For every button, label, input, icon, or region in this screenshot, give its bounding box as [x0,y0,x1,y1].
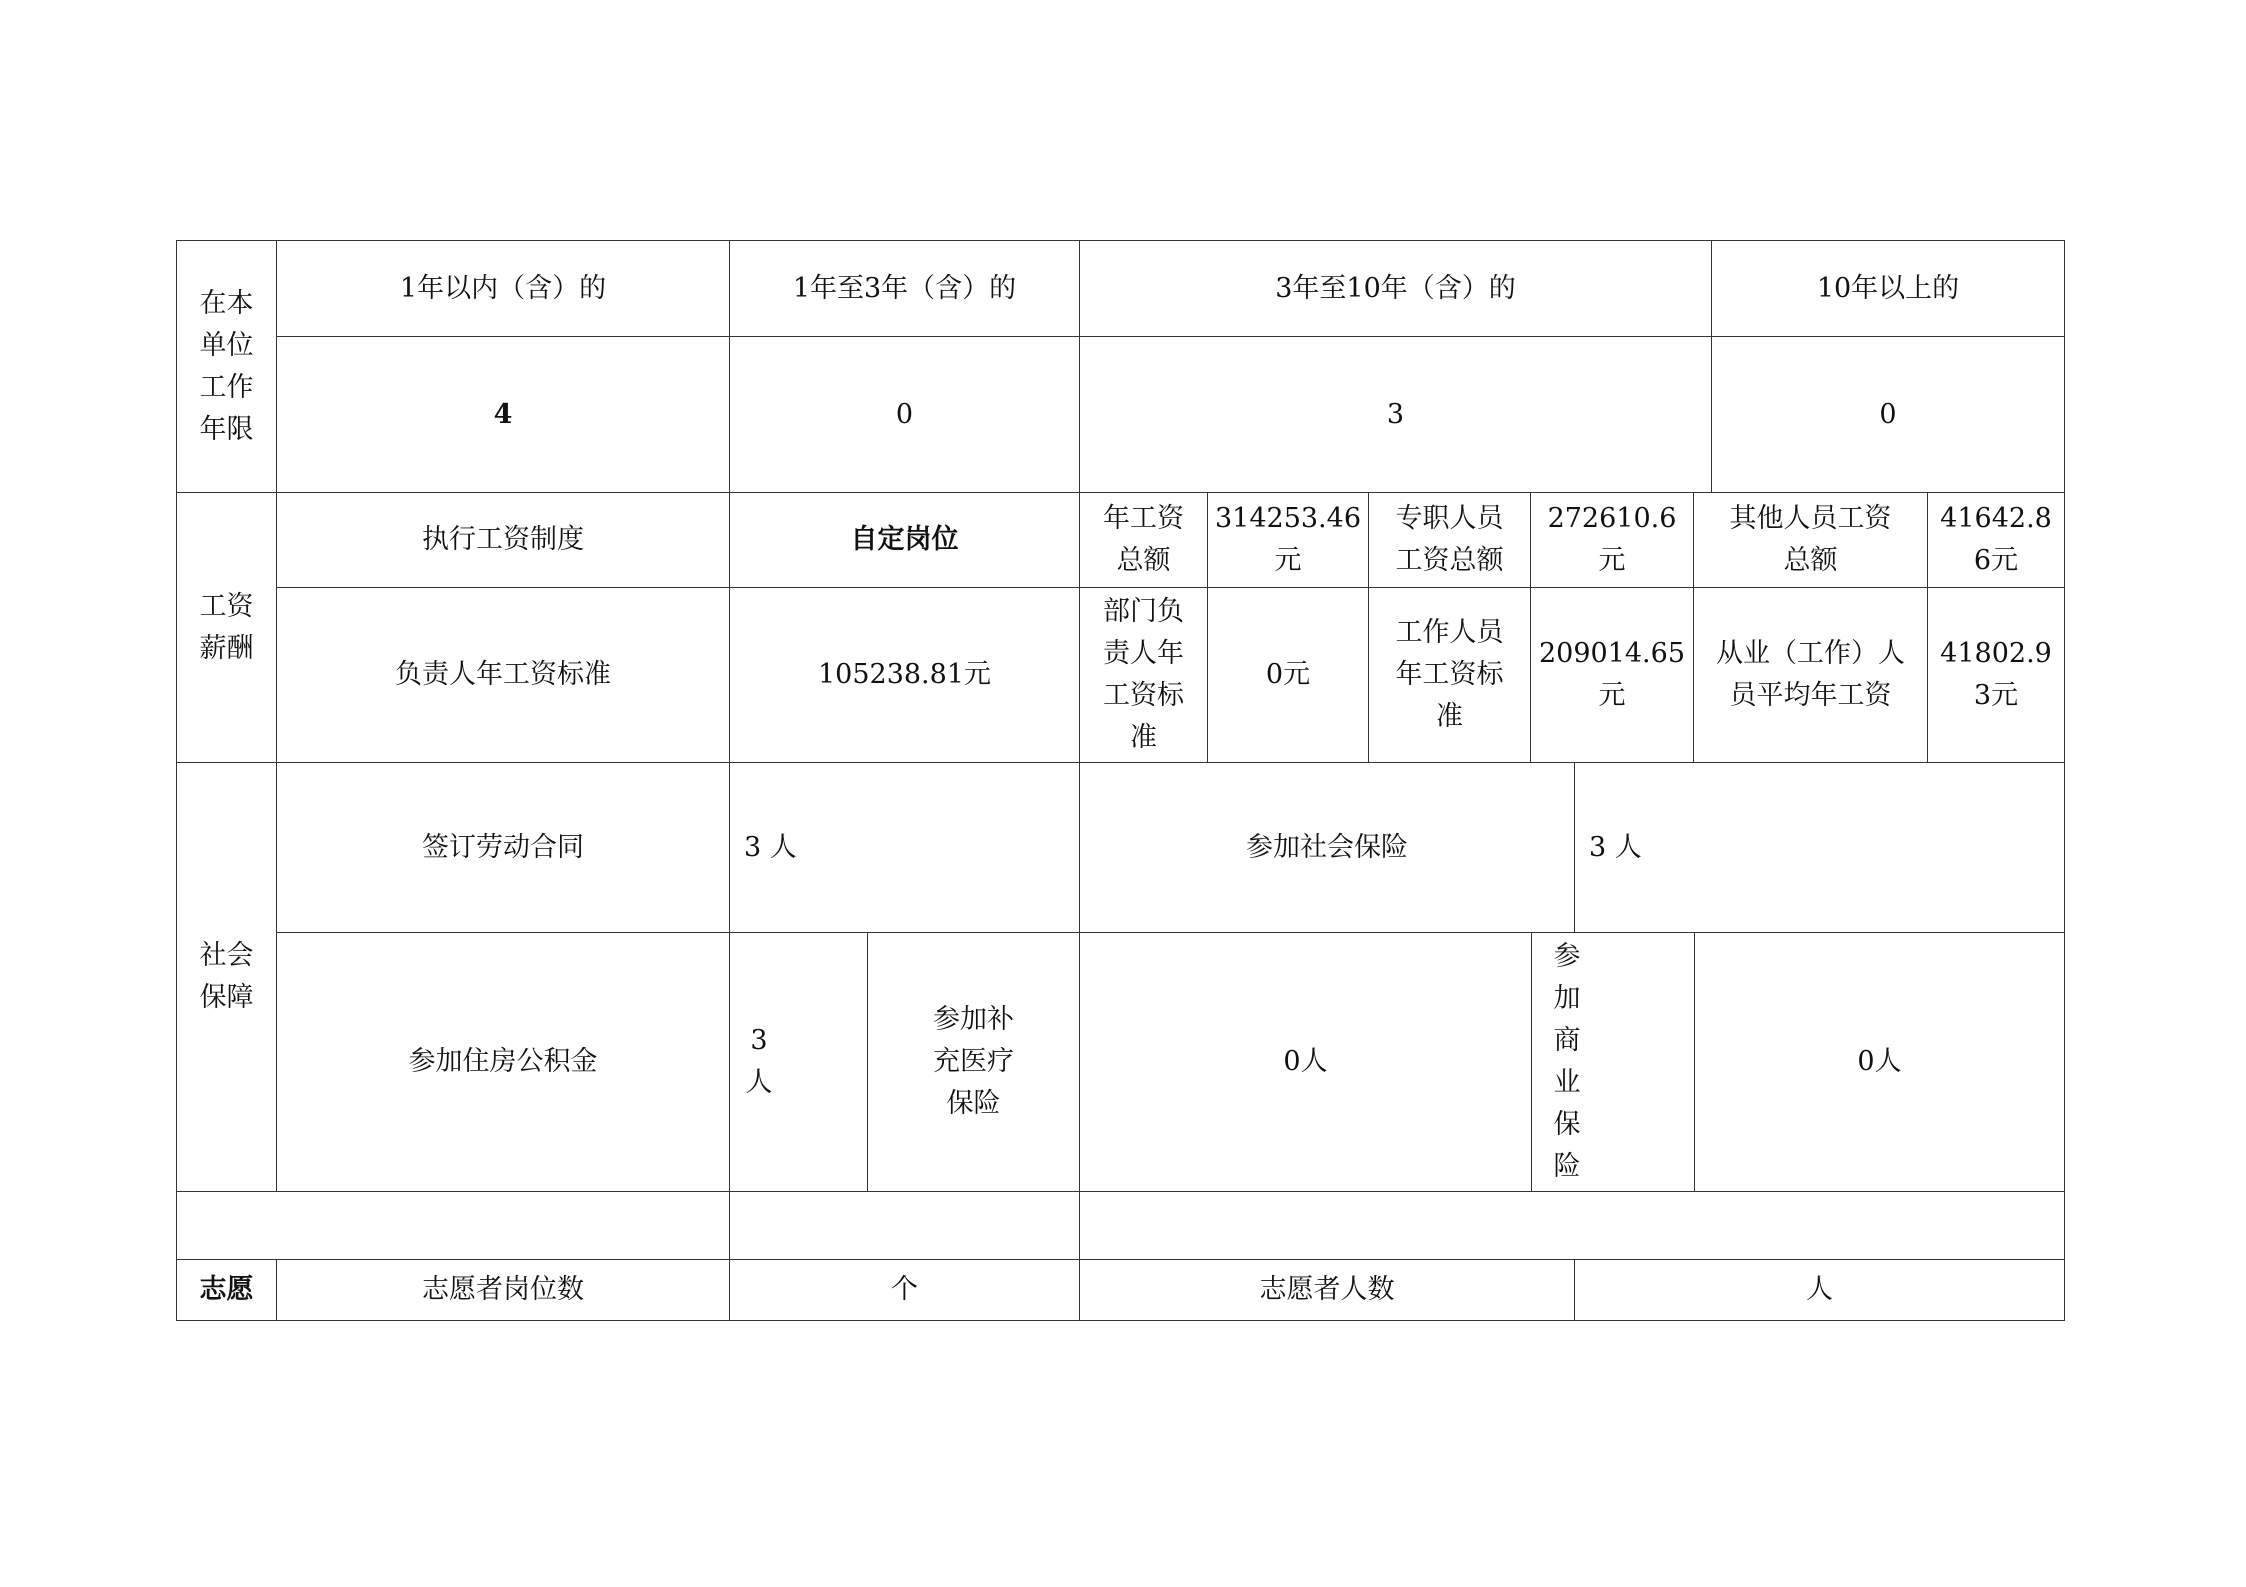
head-standard-value: 105238.81元 [729,587,1080,763]
social-insurance-value: 3 人 [1574,762,2065,933]
head-standard-label: 负责人年工资标准 [276,587,730,763]
volunteer-people-label: 志愿者人数 [1079,1259,1575,1321]
fulltime-total-label: 专职人员工资总额 [1368,492,1531,588]
avg-salary-label: 从业（工作）人员平均年工资 [1693,587,1928,763]
wage-system-value: 自定岗位 [729,492,1080,588]
social-insurance-label: 参加社会保险 [1079,762,1575,933]
housing-fund-value: 3人 [729,932,868,1192]
tenure-header-3: 3年至10年（含）的 [1079,240,1712,337]
supp-medical-label: 参加补充医疗保险 [867,932,1080,1192]
social-section-label: 社会保障 [176,762,277,1192]
housing-fund-label: 参加住房公积金 [276,932,730,1192]
total-annual-label: 年工资总额 [1079,492,1208,588]
staff-standard-label: 工作人员年工资标准 [1368,587,1531,763]
tenure-value-3: 3 [1079,336,1712,493]
empty-cell-1 [176,1191,730,1260]
staff-standard-value: 209014.65元 [1530,587,1694,763]
commercial-label: 参加商业保险 [1531,932,1695,1192]
contract-value: 3 人 [729,762,1080,933]
tenure-section-label: 在本单位工作年限 [176,240,277,493]
tenure-header-1: 1年以内（含）的 [276,240,730,337]
other-total-label: 其他人员工资总额 [1693,492,1928,588]
supp-medical-value: 0人 [1079,932,1532,1192]
tenure-header-2: 1年至3年（含）的 [729,240,1080,337]
volunteer-posts-unit: 个 [729,1259,1080,1321]
tenure-value-4: 0 [1711,336,2065,493]
dept-head-label: 部门负责人年工资标准 [1079,587,1208,763]
volunteer-people-unit: 人 [1574,1259,2065,1321]
empty-cell-2 [729,1191,1080,1260]
tenure-header-4: 10年以上的 [1711,240,2065,337]
fulltime-total-value: 272610.6元 [1530,492,1694,588]
wage-system-label: 执行工资制度 [276,492,730,588]
commercial-value: 0人 [1694,932,2065,1192]
salary-section-label: 工资薪酬 [176,492,277,763]
volunteer-section-label: 志愿 [176,1259,277,1321]
tenure-value-1: 4 [276,336,730,493]
avg-salary-value: 41802.93元 [1927,587,2065,763]
dept-head-value: 0元 [1207,587,1369,763]
empty-cell-3 [1079,1191,2065,1260]
volunteer-posts-label: 志愿者岗位数 [276,1259,730,1321]
tenure-value-2: 0 [729,336,1080,493]
other-total-value: 41642.86元 [1927,492,2065,588]
total-annual-value: 314253.46元 [1207,492,1369,588]
contract-label: 签订劳动合同 [276,762,730,933]
